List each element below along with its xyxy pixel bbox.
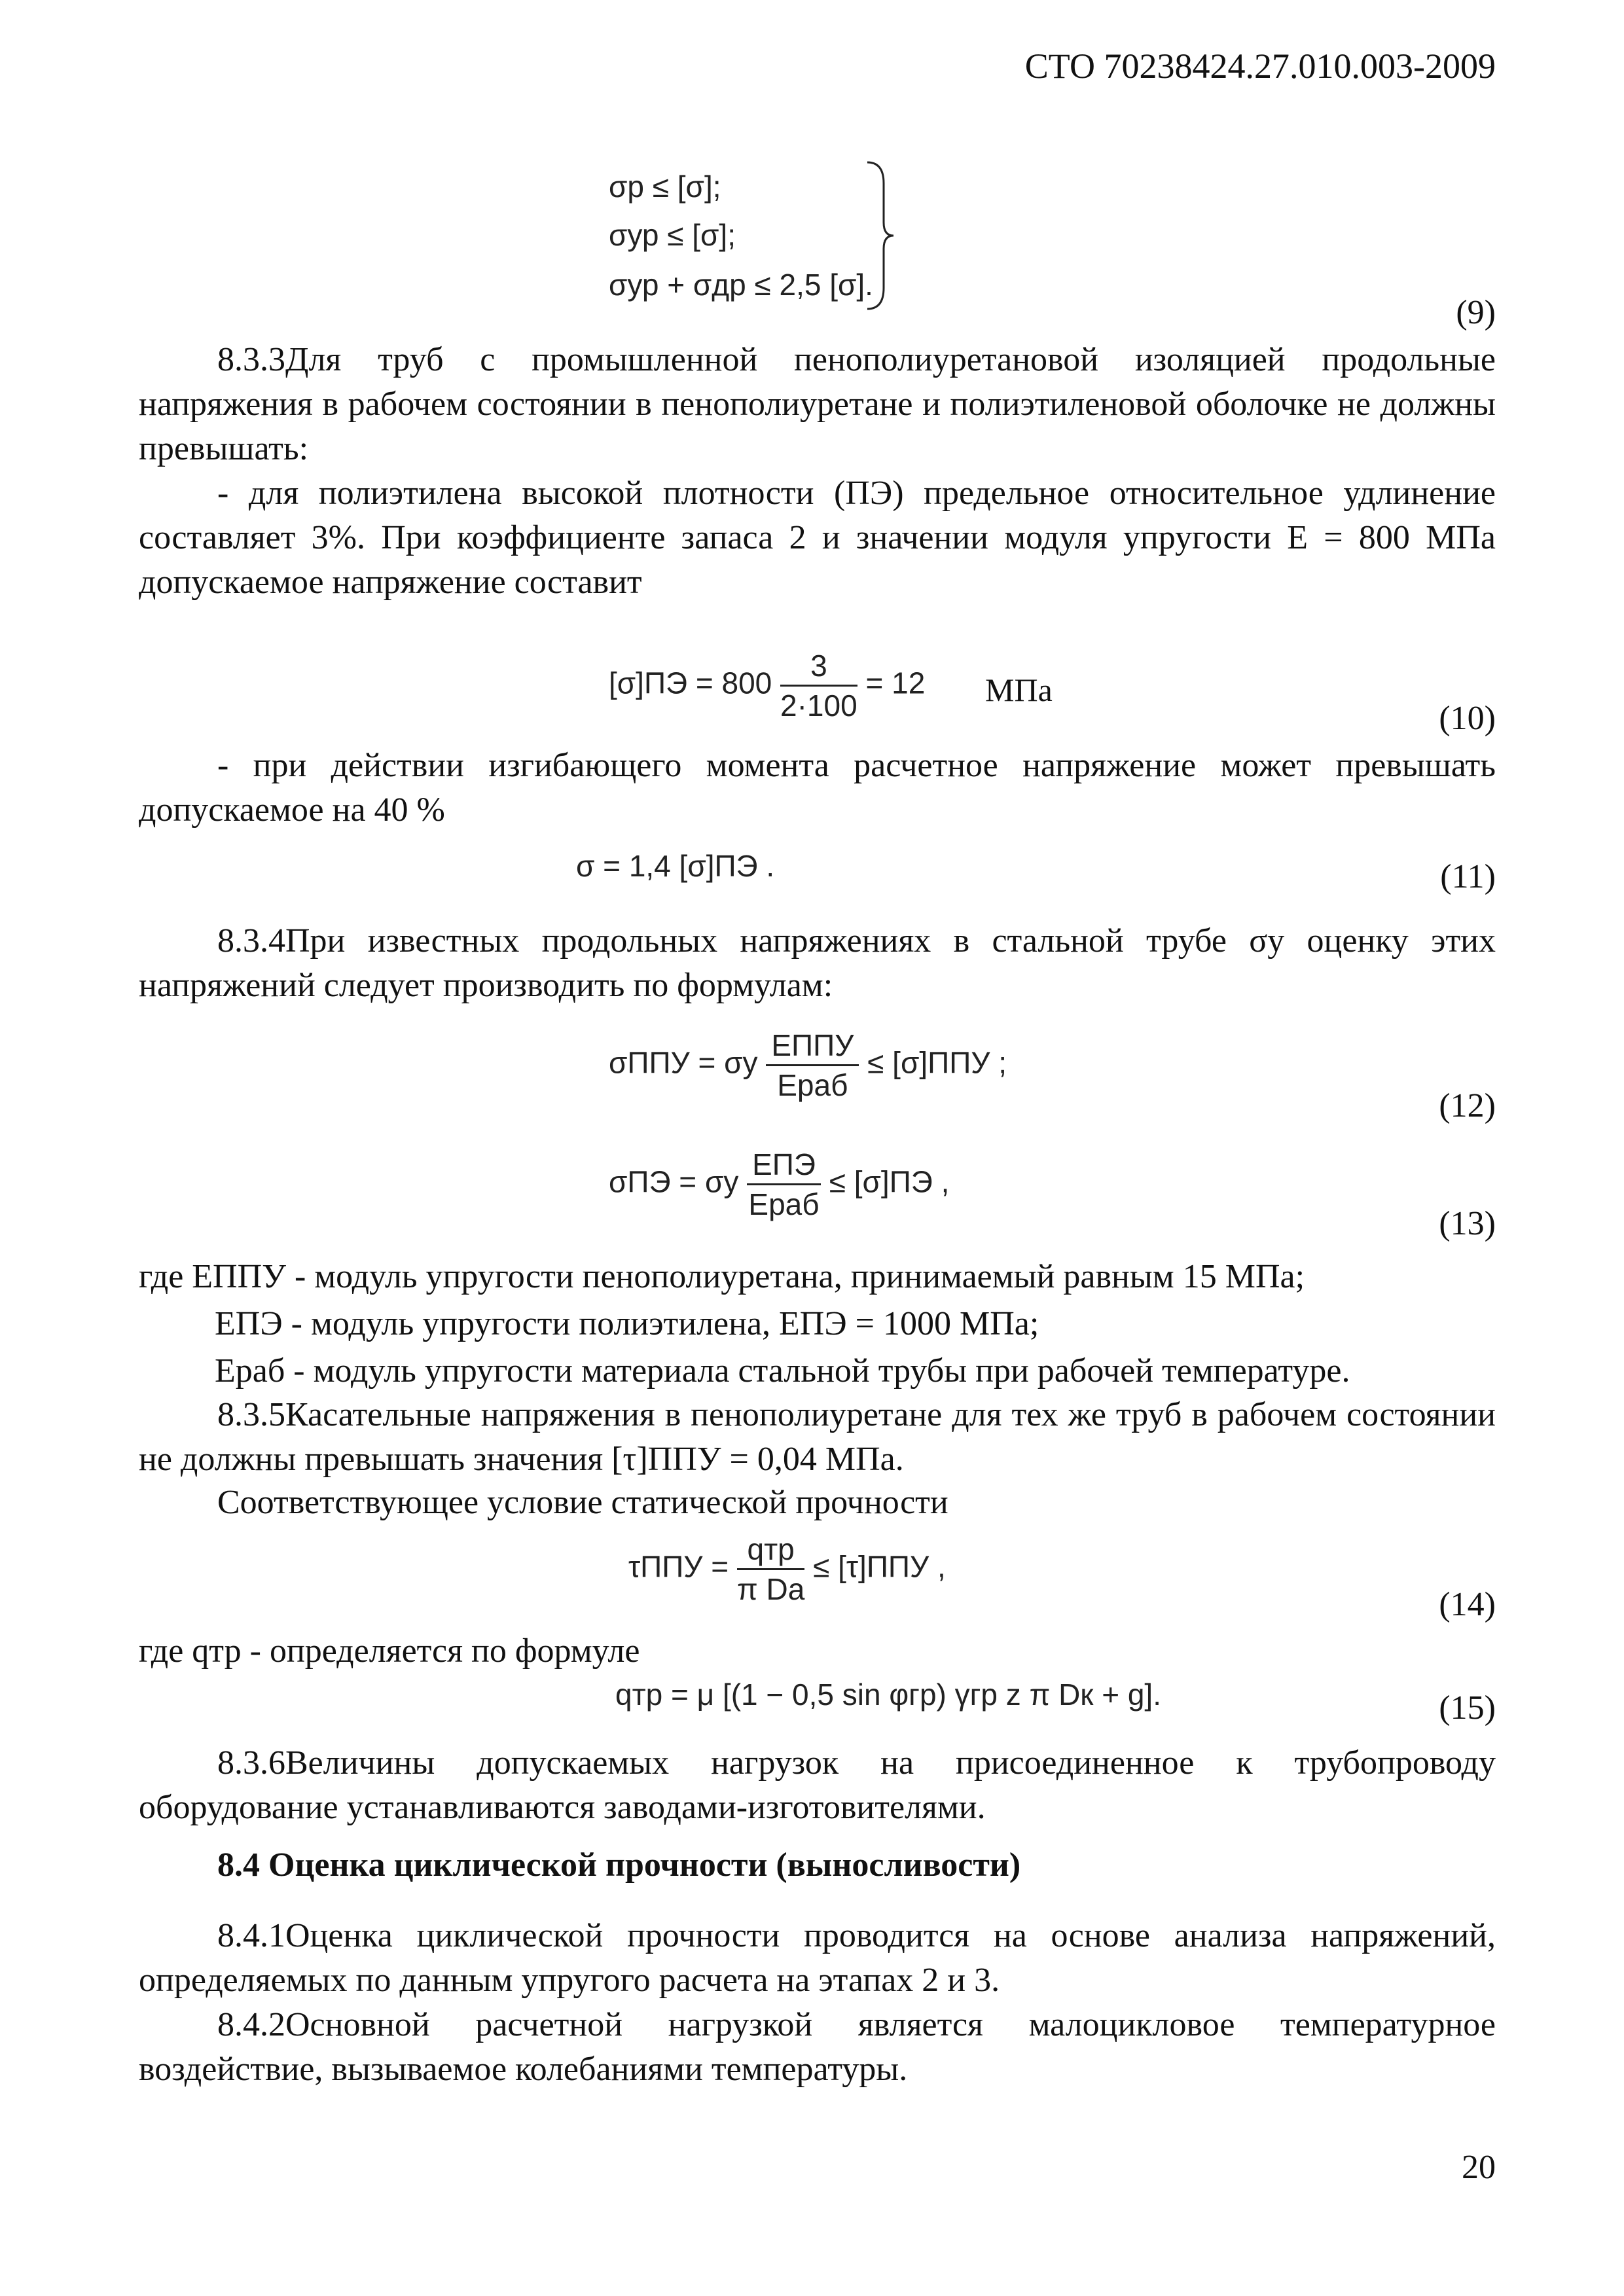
- definition-e-ppu: где EППУ - модуль упругости пенополиуретана, принимаемый равным 15 МПа;: [139, 1258, 1305, 1295]
- formula-9-number: (9): [1456, 294, 1496, 331]
- formula-14-denominator: π Da: [736, 1572, 805, 1606]
- page-number: 20: [1462, 2149, 1496, 2186]
- formula-13-rhs: ≤ [σ]ПЭ ,: [829, 1164, 950, 1199]
- formula-13-numerator: EПЭ: [747, 1147, 821, 1185]
- definition-q-tr: где qтр - определяется по формуле: [139, 1632, 640, 1670]
- formula-14-numerator: qтр: [737, 1532, 804, 1570]
- formula-12-fraction: [766, 1028, 859, 1103]
- formula-13-denominator: Eраб: [748, 1187, 820, 1221]
- formula-10-lhs: [σ]ПЭ = 800: [609, 666, 772, 700]
- formula-11: σ = 1,4 [σ]ПЭ .: [576, 849, 775, 883]
- formula-10: [609, 648, 925, 723]
- formula-13-number: (13): [1439, 1205, 1496, 1242]
- paragraph-8-3-4: 8.3.4При известных продольных напряжениях в стальной трубе σy оценку этих напряжений следует производить по формулам:: [139, 922, 1496, 1004]
- formula-10-fraction: [780, 648, 857, 723]
- paragraph-8-4-1: 8.4.1Оценка циклической прочности проводится на основе анализа напряжений, определяемых по данным упругого расчета на этапах 2 и 3.: [139, 1917, 1496, 1999]
- formula-12-lhs: σППУ = σy: [609, 1045, 758, 1080]
- formula-14-number: (14): [1439, 1586, 1496, 1623]
- formula-12-denominator: Eраб: [777, 1068, 848, 1102]
- formula-15-number: (15): [1439, 1689, 1496, 1727]
- formula-14-fraction: [737, 1532, 804, 1607]
- formula-10-number: (10): [1439, 700, 1496, 737]
- formula-14: [628, 1532, 946, 1607]
- formula-9-brace: [864, 157, 897, 314]
- definition-e-rab: Eраб - модуль упругости материала стальной трубы при рабочей температуре.: [215, 1352, 1350, 1390]
- document-header: СТО 70238424.27.010.003-2009: [1024, 46, 1496, 86]
- paragraph-bending: - при действии изгибающего момента расчетное напряжение может превышать допускаемое на 40 %: [139, 747, 1496, 829]
- formula-13-lhs: σПЭ = σy: [609, 1164, 739, 1199]
- formula-12-number: (12): [1439, 1087, 1496, 1124]
- formula-12: [609, 1028, 1007, 1103]
- formula-14-rhs: ≤ [τ]ППУ ,: [813, 1549, 946, 1584]
- formula-11-number: (11): [1440, 858, 1496, 895]
- formula-9-line-3: σур + σдр ≤ 2,5 [σ].: [609, 268, 873, 302]
- formula-13: [609, 1147, 949, 1222]
- paragraph-8-4-2: 8.4.2Основной расчетной нагрузкой является малоцикловое температурное воздействие, вызываемое колебаниями температуры.: [139, 2006, 1496, 2088]
- formula-9-line-1: σр ≤ [σ];: [609, 170, 721, 204]
- formula-12-rhs: ≤ [σ]ППУ ;: [867, 1045, 1007, 1080]
- formula-10-denominator: 2·100: [780, 689, 857, 723]
- paragraph-8-3-5: 8.3.5Касательные напряжения в пенополиуретане для тех же труб в рабочем состоянии не должны превышать значения [τ]ППУ = 0,04 МПа.: [139, 1396, 1496, 1478]
- paragraph-pe-elongation: - для полиэтилена высокой плотности (ПЭ) предельное относительное удлинение составляет 3%. При коэффициенте запаса 2 и значении модуля упругости E = 800 МПа допускаемое напряжение составит: [139, 475, 1496, 601]
- paragraph-8-3-3: 8.3.3Для труб с промышленной пенополиуретановой изоляцией продольные напряжения в рабочем состоянии в пенополиуретане и полиэтиленовой оболочке не должны превышать:: [139, 341, 1496, 467]
- formula-14-lhs: τППУ =: [628, 1549, 729, 1584]
- formula-12-numerator: EППУ: [766, 1028, 859, 1066]
- paragraph-static-strength: Соответствующее условие статической прочности: [217, 1484, 948, 1521]
- paragraph-8-3-6: 8.3.6Величины допускаемых нагрузок на присоединенное к трубопроводу оборудование устанавливаются заводами-изготовителями.: [139, 1744, 1496, 1826]
- formula-9-line-2: σур ≤ [σ];: [609, 218, 736, 252]
- formula-15: qтр = μ [(1 − 0,5 sin φгр) γгр z π Dк + g].: [615, 1677, 1161, 1712]
- definition-e-pe: EПЭ - модуль упругости полиэтилена, EПЭ = 1000 МПа;: [215, 1305, 1039, 1342]
- formula-10-unit: МПа: [985, 672, 1053, 708]
- formula-10-numerator: 3: [780, 648, 857, 687]
- formula-13-fraction: [747, 1147, 821, 1222]
- section-heading-8-4: 8.4 Оценка циклической прочности (выносливости): [217, 1846, 1021, 1884]
- formula-10-rhs: = 12: [865, 666, 926, 700]
